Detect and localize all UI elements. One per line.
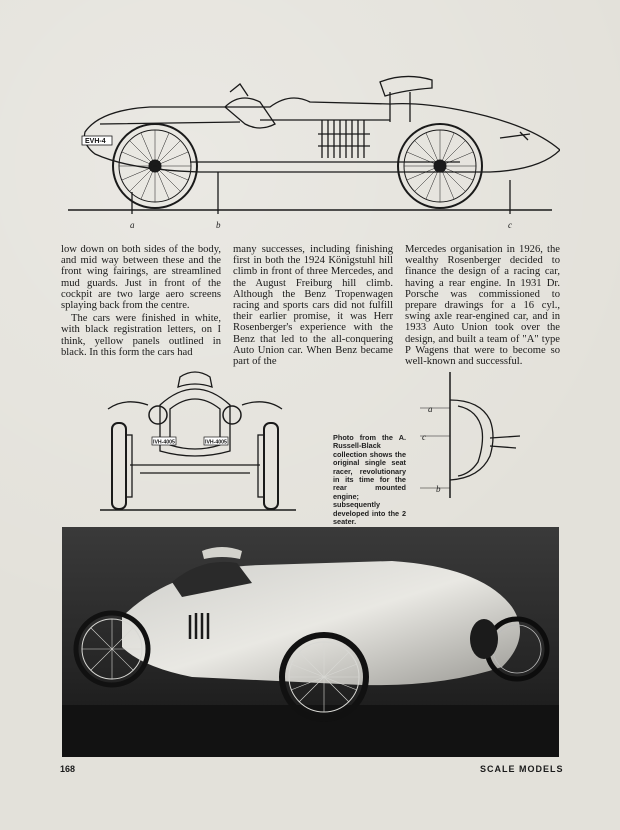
side-label-c: c (508, 220, 512, 230)
side-label-b: b (216, 220, 221, 230)
page-number: 168 (60, 764, 76, 774)
text-column-3 (405, 244, 560, 367)
side-reg-plate: EVH-4 (85, 138, 106, 145)
magazine-name: SCALE MODELS (480, 764, 564, 774)
rear-wheel (398, 124, 482, 208)
col3-para-1: Mercedes organisation in 1926, the wealthy Rosenberger decided to finance the design of a racing car, having a rear engine. In 1931 Dr. Porsche was commissioned to prepare drawings for a 16 cyl., swing axle rear-engined car, and in 1933 Auto Union took over the design, and built a team of "A" type P Wagens that were to become so well-known and successful. (405, 244, 560, 368)
front-plate-left: IVH-4005 (153, 439, 175, 446)
photo-caption: Photo from the A. Russell-Black collection shows the original single seat racer, revolutionary in its time for the rear mounted engine; subsequently developed into the 2 seater. (333, 433, 406, 527)
front-elevation-drawing (100, 365, 310, 515)
archive-photograph (62, 527, 559, 757)
plan-view-drawing (420, 370, 560, 500)
text-column-2 (233, 244, 393, 367)
plan-label-a: a (428, 404, 433, 414)
plan-label-c: c (422, 432, 426, 442)
col1-para-2: The cars were finished in white, with black registration letters, on I think, yellow panels outlined in black. In this form the cars had (61, 313, 221, 358)
front-plate-right: IVH-4005 (205, 439, 227, 446)
text-column-1 (61, 244, 221, 358)
col1-para-1: low down on both sides of the body, and mid way between these and the front wing fairings, are streamlined mud guards. Just in front of the cockpit are two large aero screens splaying back from the centre. (61, 244, 221, 312)
side-label-a: a (130, 220, 135, 230)
col2-para-1: many successes, including finishing first in both the 1924 Königstuhl hill climb in front of three Mercedes, and the August Freiburg hill climb. Although the Benz Tropenwagen racing and sports cars did not fulfill their earlier promise, it was Herr Rosenberger's experience with the Benz that led to the all-conquering Auto Union car. When Benz became part of the (233, 244, 393, 368)
plan-label-b: b (436, 484, 441, 494)
side-elevation-drawing (60, 62, 560, 237)
photo-racing-car (62, 527, 559, 757)
front-wheel (113, 124, 197, 208)
